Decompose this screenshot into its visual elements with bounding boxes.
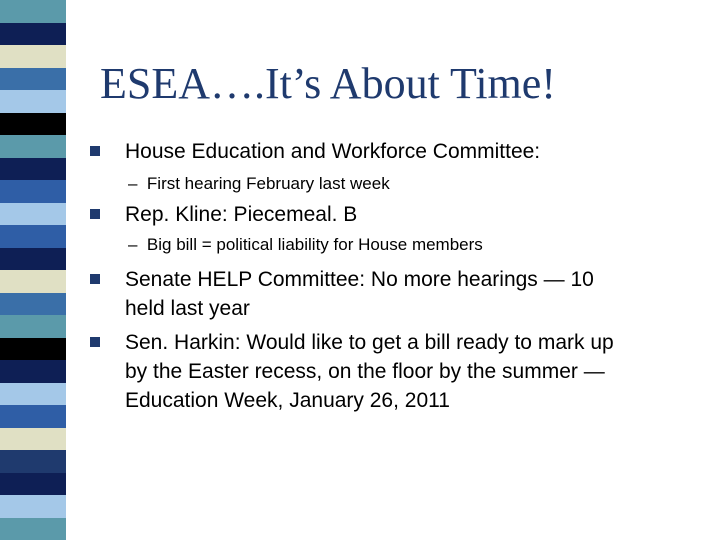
stripe-segment [0,518,66,540]
stripe-segment [0,68,66,91]
stripe-segment [0,158,66,181]
sub-bullet-item [128,174,390,194]
sub-bullet-text: Big bill = political liability for House members [146,235,483,254]
stripe-segment [0,23,66,46]
stripe-segment [0,315,66,338]
bullet-text-line: held last year [125,297,250,320]
stripe-segment [0,225,66,248]
stripe-segment [0,180,66,203]
stripe-segment [0,90,66,113]
square-bullet-icon [90,274,100,284]
stripe-segment [0,113,66,136]
stripe-segment [0,0,66,23]
stripe-segment [0,495,66,518]
decorative-stripe-bar [0,0,66,540]
stripe-segment [0,45,66,68]
stripe-segment [0,338,66,361]
sub-bullet-item [128,235,483,255]
square-bullet-icon [90,146,100,156]
square-bullet-icon [90,337,100,347]
stripe-segment [0,450,66,473]
stripe-segment [0,270,66,293]
bullet-text-line: by the Easter recess, on the floor by the summer — [125,360,605,383]
stripe-segment [0,293,66,316]
bullet-text: House Education and Workforce Committee: [125,140,541,163]
bullet-text: Rep. Kline: Piecemeal. B [125,203,358,226]
stripe-segment [0,405,66,428]
square-bullet-icon [90,209,100,219]
stripe-segment [0,135,66,158]
stripe-segment [0,360,66,383]
stripe-segment [0,248,66,271]
stripe-segment [0,428,66,451]
stripe-segment [0,383,66,406]
bullet-text-line: Education Week, January 26, 2011 [125,389,450,412]
stripe-segment [0,203,66,226]
stripe-segment [0,473,66,496]
dash-marker: – [128,174,147,193]
bullet-text-line: Senate HELP Committee: No more hearings — 10 [125,268,594,291]
bullet-text-line: Sen. Harkin: Would like to get a bill ready to mark up [125,331,614,354]
dash-marker: – [128,235,147,254]
slide-title: ESEA….It’s About Time! [100,59,556,108]
sub-bullet-text: First hearing February last week [146,174,390,193]
